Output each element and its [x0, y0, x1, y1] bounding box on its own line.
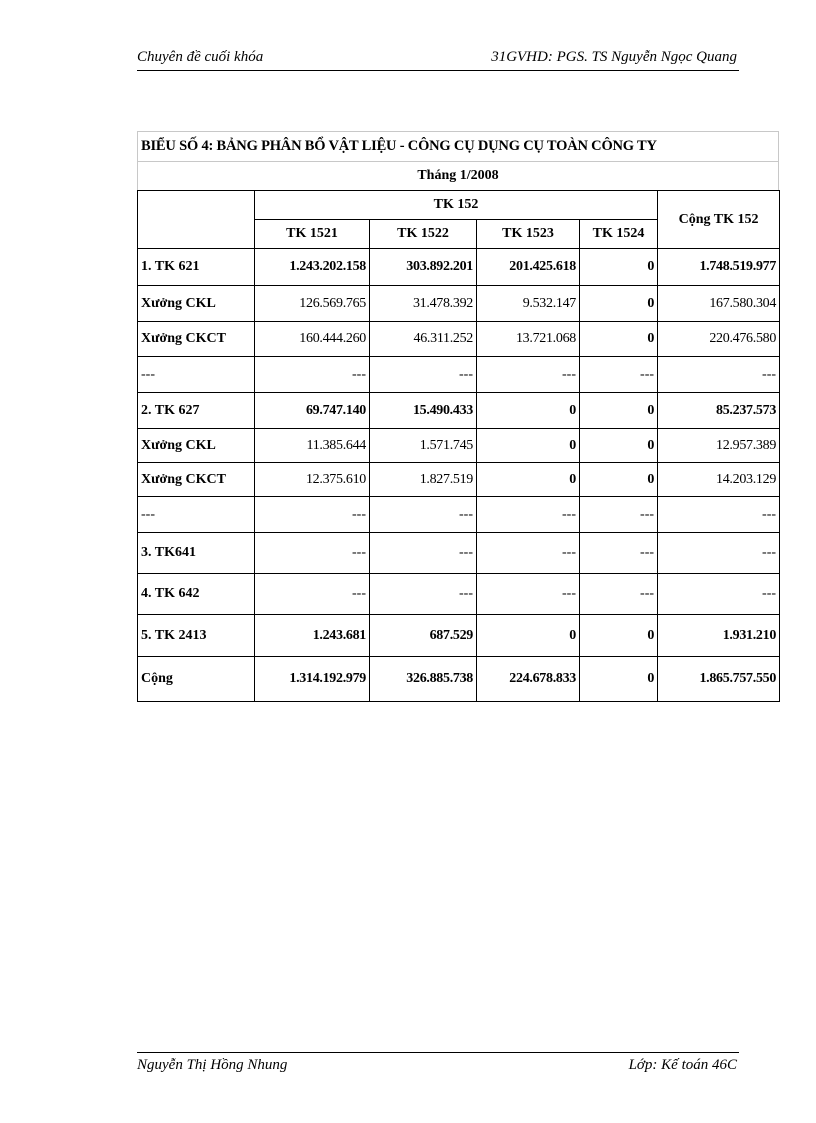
- value-cell: ---: [658, 357, 780, 393]
- table-title: BIỂU SỐ 4: BẢNG PHÂN BỔ VẬT LIỆU - CÔNG CỤ DỤNG CỤ TOÀN CÔNG TY: [137, 131, 779, 161]
- table-row: [138, 574, 780, 615]
- column-header: TK 1524: [580, 220, 658, 249]
- value-cell: ---: [658, 574, 780, 615]
- column-header: TK 1521: [255, 220, 370, 249]
- value-cell: 0: [477, 429, 580, 463]
- value-cell: ---: [658, 497, 780, 533]
- value-cell: 0: [580, 322, 658, 357]
- table-row: [138, 463, 780, 497]
- value-cell: 1.748.519.977: [658, 249, 780, 286]
- page-footer: [137, 1052, 739, 1073]
- row-label: 2. TK 627: [138, 393, 255, 429]
- value-cell: 1.243.202.158: [255, 249, 370, 286]
- value-cell: 224.678.833: [477, 657, 580, 702]
- value-cell: 0: [477, 463, 580, 497]
- value-cell: 0: [580, 286, 658, 322]
- value-cell: 0: [477, 393, 580, 429]
- value-cell: ---: [477, 497, 580, 533]
- value-cell: 0: [580, 463, 658, 497]
- header-corner-cell: [138, 191, 255, 249]
- value-cell: 0: [477, 615, 580, 657]
- value-cell: ---: [370, 497, 477, 533]
- value-cell: ---: [580, 533, 658, 574]
- value-cell: 11.385.644: [255, 429, 370, 463]
- column-header: TK 1522: [370, 220, 477, 249]
- value-cell: ---: [370, 533, 477, 574]
- row-label: 4. TK 642: [138, 574, 255, 615]
- group-header-tk152: TK 152: [255, 191, 658, 220]
- value-cell: 1.931.210: [658, 615, 780, 657]
- table-row: [138, 497, 780, 533]
- row-label: ---: [138, 497, 255, 533]
- value-cell: ---: [477, 357, 580, 393]
- table-row: [138, 533, 780, 574]
- value-cell: ---: [370, 357, 477, 393]
- value-cell: 0: [580, 429, 658, 463]
- value-cell: ---: [477, 574, 580, 615]
- value-cell: 1.243.681: [255, 615, 370, 657]
- allocation-table: [137, 190, 780, 702]
- value-cell: 1.314.192.979: [255, 657, 370, 702]
- value-cell: 14.203.129: [658, 463, 780, 497]
- value-cell: 9.532.147: [477, 286, 580, 322]
- total-column-header: Cộng TK 152: [658, 191, 780, 249]
- row-label: Xưởng CKL: [138, 429, 255, 463]
- value-cell: 12.957.389: [658, 429, 780, 463]
- value-cell: 85.237.573: [658, 393, 780, 429]
- value-cell: 1.571.745: [370, 429, 477, 463]
- header-course-title: Chuyên đề cuối khóa: [137, 49, 264, 65]
- value-cell: 220.476.580: [658, 322, 780, 357]
- row-label: Xưởng CKCT: [138, 322, 255, 357]
- footer-author: Nguyễn Thị Hồng Nhung: [137, 1057, 288, 1073]
- value-cell: 0: [580, 249, 658, 286]
- value-cell: 126.569.765: [255, 286, 370, 322]
- row-label: Xưởng CKCT: [138, 463, 255, 497]
- value-cell: 687.529: [370, 615, 477, 657]
- value-cell: 69.747.140: [255, 393, 370, 429]
- table-row: [138, 357, 780, 393]
- value-cell: ---: [255, 574, 370, 615]
- table-row: [138, 657, 780, 702]
- table-row: [138, 393, 780, 429]
- row-label: ---: [138, 357, 255, 393]
- value-cell: ---: [370, 574, 477, 615]
- row-label: Xưởng CKL: [138, 286, 255, 322]
- value-cell: 326.885.738: [370, 657, 477, 702]
- value-cell: 1.827.519: [370, 463, 477, 497]
- table-row: [138, 322, 780, 357]
- value-cell: 0: [580, 657, 658, 702]
- value-cell: ---: [580, 574, 658, 615]
- value-cell: 160.444.260: [255, 322, 370, 357]
- value-cell: ---: [477, 533, 580, 574]
- value-cell: 12.375.610: [255, 463, 370, 497]
- allocation-sheet: [137, 131, 779, 702]
- table-row: [138, 615, 780, 657]
- row-label: Cộng: [138, 657, 255, 702]
- page-header: [137, 48, 739, 71]
- column-header: TK 1523: [477, 220, 580, 249]
- table-row: [138, 429, 780, 463]
- value-cell: 303.892.201: [370, 249, 477, 286]
- value-cell: ---: [580, 497, 658, 533]
- footer-class: Lớp: Kế toán 46C: [628, 1057, 737, 1073]
- value-cell: 15.490.433: [370, 393, 477, 429]
- table-row: [138, 249, 780, 286]
- value-cell: ---: [658, 533, 780, 574]
- value-cell: ---: [255, 497, 370, 533]
- value-cell: 46.311.252: [370, 322, 477, 357]
- value-cell: 167.580.304: [658, 286, 780, 322]
- table-month: Tháng 1/2008: [137, 161, 779, 190]
- table-row: [138, 286, 780, 322]
- value-cell: ---: [255, 533, 370, 574]
- value-cell: 201.425.618: [477, 249, 580, 286]
- table-body: [138, 249, 780, 702]
- value-cell: ---: [255, 357, 370, 393]
- row-label: 5. TK 2413: [138, 615, 255, 657]
- value-cell: 0: [580, 615, 658, 657]
- value-cell: 13.721.068: [477, 322, 580, 357]
- value-cell: ---: [580, 357, 658, 393]
- header-supervisor: 31GVHD: PGS. TS Nguyễn Ngọc Quang: [491, 49, 737, 65]
- value-cell: 0: [580, 393, 658, 429]
- value-cell: 1.865.757.550: [658, 657, 780, 702]
- row-label: 1. TK 621: [138, 249, 255, 286]
- value-cell: 31.478.392: [370, 286, 477, 322]
- row-label: 3. TK641: [138, 533, 255, 574]
